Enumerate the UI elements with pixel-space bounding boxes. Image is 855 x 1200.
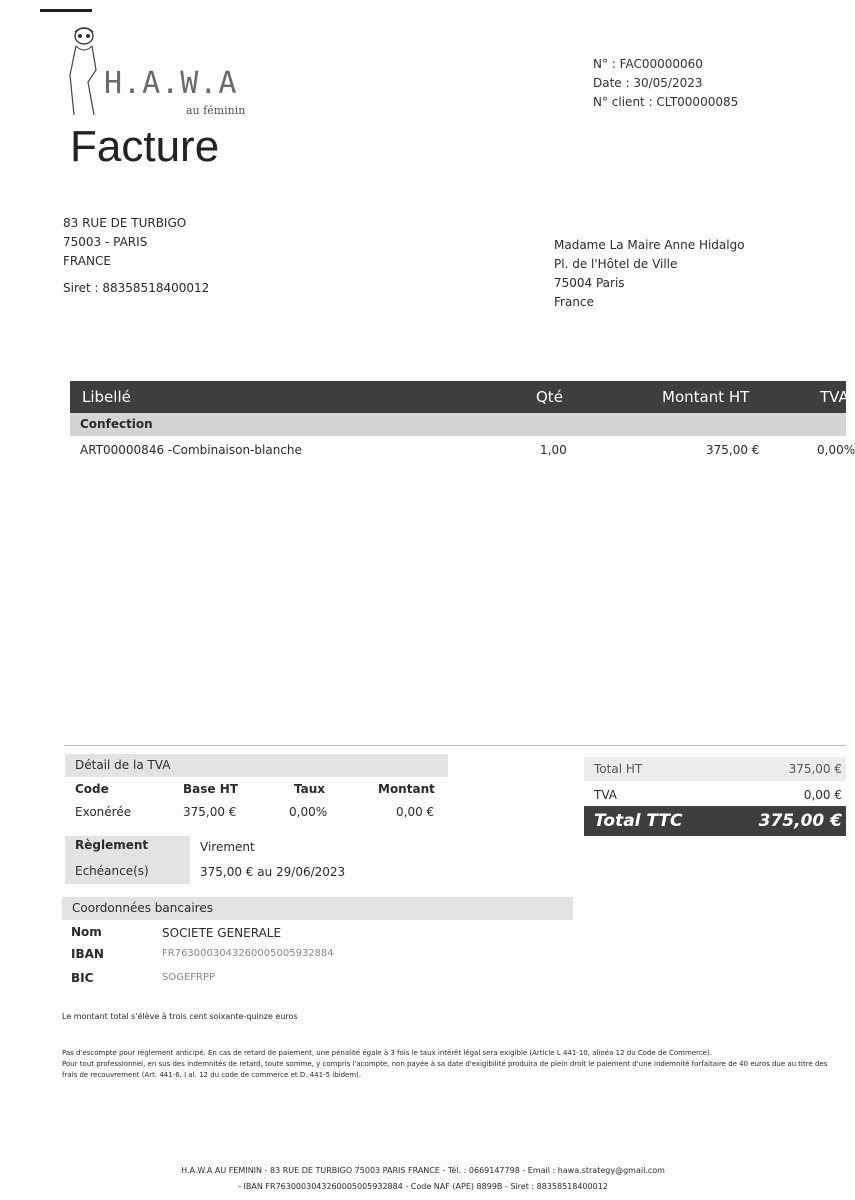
tva-detail-title: Détail de la TVA	[75, 758, 171, 772]
bank-name-label: Nom	[71, 925, 102, 939]
items-section-row	[70, 413, 846, 436]
header-qty: Qté	[536, 388, 563, 406]
tva-col-rate: Taux	[294, 782, 326, 796]
legal-notice	[62, 1048, 842, 1081]
bank-title: Coordonnées bancaires	[72, 901, 213, 915]
payment-due-label: Echéance(s)	[75, 864, 149, 878]
client-number: N° client : CLT00000085	[593, 95, 739, 109]
section-label: Confection	[80, 417, 153, 431]
logo-figure-icon	[62, 20, 106, 115]
client-city: 75004 Paris	[554, 276, 625, 290]
table-row	[70, 440, 855, 462]
header-amount: Montant HT	[662, 388, 750, 406]
header-label: Libellé	[82, 388, 131, 406]
total-ttc-label: Total TTC	[594, 811, 683, 831]
total-tva-row	[584, 783, 846, 805]
total-tva-label: TVA	[594, 788, 617, 802]
client-country: France	[554, 295, 594, 309]
legal-paragraph-2: Pour tout professionnel, en sus des indemnités de retard, toute somme, y compris l'acompte, non payée à sa date d'exigibilité produira de plein droit le paiement d'une indemnité forfaitaire de 40 euros due au titre des frais de recouvrement (Art. 441-6, I al. 12 du code de commerce et D. 441-5 ibidem).	[62, 1060, 828, 1079]
items-table-header	[70, 381, 849, 413]
invoice-meta	[593, 55, 738, 112]
tva-code: Exonérée	[75, 805, 132, 819]
bank-header	[62, 897, 573, 920]
logo-tagline: au féminin	[186, 104, 246, 117]
legal-paragraph-1: Pas d'escompte pour règlement anticipé. En cas de retard de paiement, une pénalité égale à 3 fois le taux intérêt légal sera exigible (Article L 441-10, alinéa 12 du Code de Commerce).	[62, 1049, 712, 1057]
logo-name: H.A.W.A	[104, 66, 238, 101]
footer-line-1: H.A.W.A AU FEMININ - 83 RUE DE TURBIGO 75003 PARIS FRANCE - Tél. : 0669147798 - Email : hawa.strategy@gmail.com	[181, 1166, 665, 1175]
row-label: ART00000846 -Combinaison-blanche	[80, 443, 302, 457]
seller-address	[63, 214, 209, 298]
amount-in-words: Le montant total s'élève à trois cent soixante-quinze euros	[62, 1012, 298, 1021]
tva-col-base: Base HT	[183, 782, 238, 796]
logo-bar	[40, 9, 92, 12]
client-street: Pl. de l'Hôtel de Ville	[554, 257, 678, 271]
total-ht-row	[584, 757, 846, 781]
payment-method-label: Règlement	[75, 838, 149, 852]
client-name: Madame La Maire Anne Hidalgo	[554, 238, 745, 252]
invoice-date: Date : 30/05/2023	[593, 76, 703, 90]
total-ht-label: Total HT	[594, 762, 643, 776]
total-ttc-value: 375,00 €	[758, 811, 842, 831]
tva-col-amount: Montant	[378, 782, 435, 796]
row-tva: 0,00%	[817, 443, 855, 457]
tva-detail-header	[65, 754, 448, 777]
bank-iban-value: FR7630003043260005005932884	[162, 948, 334, 959]
footer	[0, 1163, 846, 1195]
seller-city: 75003 - PARIS	[63, 235, 148, 249]
seller-siret: Siret : 88358518400012	[63, 281, 210, 295]
payment-due-value: 375,00 € au 29/06/2023	[200, 865, 346, 879]
row-qty: 1,00	[540, 443, 567, 457]
total-tva-value: 0,00 €	[803, 788, 842, 802]
seller-country: FRANCE	[63, 254, 111, 268]
total-ttc-row	[584, 806, 846, 836]
footer-line-2: - IBAN FR7630003043260005005932884 - Code NAF (APE) 8899B - Siret : 88358518400012	[238, 1182, 608, 1191]
invoice-number: N° : FAC00000060	[593, 57, 703, 71]
seller-street: 83 RUE DE TURBIGO	[63, 216, 187, 230]
payment-method-value: Virement	[200, 840, 255, 854]
tva-col-code: Code	[75, 782, 109, 796]
divider	[64, 745, 846, 746]
bank-iban-label: IBAN	[71, 947, 104, 961]
tva-amount: 0,00 €	[396, 805, 435, 819]
total-ht-value: 375,00 €	[788, 762, 842, 776]
bank-bic-value: SOGEFRPP	[162, 972, 216, 983]
bank-bic-label: BIC	[71, 971, 94, 985]
document-title: Facture	[70, 122, 220, 171]
header-tva: TVA	[820, 388, 849, 406]
tva-base: 375,00 €	[183, 805, 237, 819]
client-address	[554, 236, 745, 312]
tva-rate: 0,00%	[289, 805, 328, 819]
bank-name-value: SOCIETE GENERALE	[162, 926, 282, 940]
row-amount: 375,00 €	[706, 443, 760, 457]
